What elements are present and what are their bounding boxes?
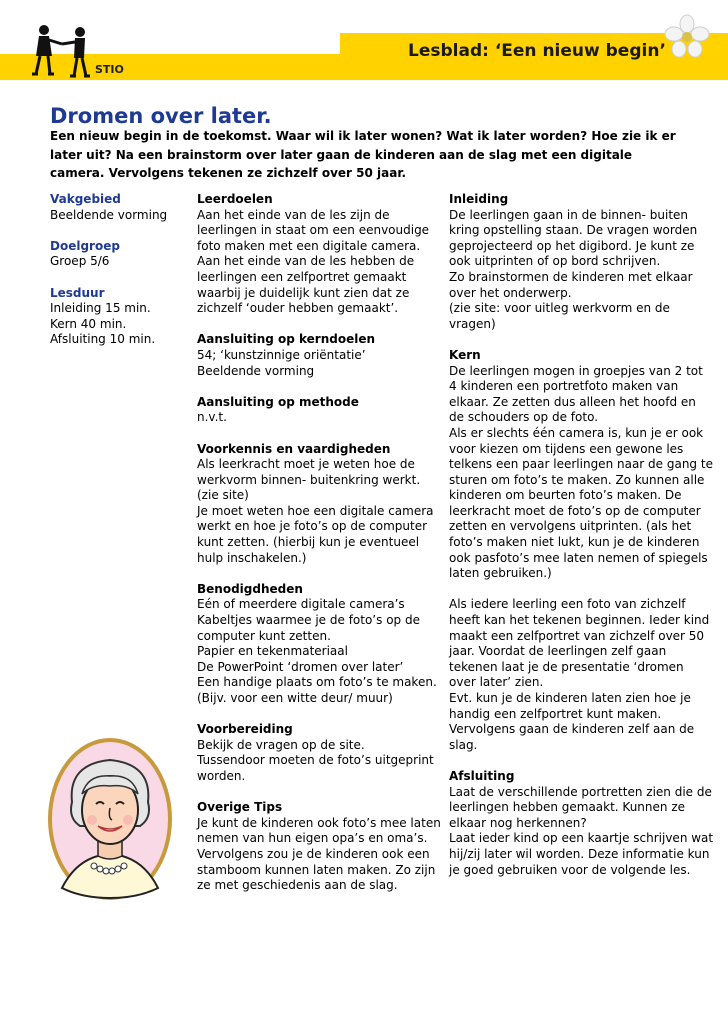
leerdoelen-text: Aan het einde van de les hebben de leerlingen een zelfportret gemaakt waarbij je duidelijk kunt zien dat ze zichzelf ‘ouder hebben gemaakt’. (197, 254, 415, 316)
benodigdheden-item: Eén of meerdere digitale camera’s (197, 597, 405, 612)
lesduur-item: Inleiding 15 min. (50, 301, 151, 316)
page-title: Dromen over later. (50, 104, 272, 128)
lesduur-item: Afsluiting 10 min. (50, 332, 156, 347)
voorkennis-heading: Voorkennis en vaardigheden (197, 441, 391, 456)
lesduur-heading: Lesduur (50, 285, 105, 300)
inleiding-text: (zie site: voor uitleg werkvorm en de vragen) (449, 301, 670, 331)
voorkennis-text: Als leerkracht moet je weten hoe de werkvorm binnen- buitenkring werkt. (zie site) (197, 457, 421, 503)
voorbereiding-heading: Voorbereiding (197, 722, 293, 737)
kerndoelen-heading: Aansluiting op kerndoelen (197, 332, 376, 347)
grandmother-portrait-icon (48, 738, 172, 900)
flower-icon (664, 14, 710, 60)
lesduur-item: Kern 40 min. (50, 316, 127, 331)
brand-label: STIO (95, 63, 124, 76)
inleiding-text: De leerlingen gaan in de binnen- buiten kring opstelling staan. De vragen worden geprojecteerd op het digibord. Je kunt ze ook uitprinten of op bord schrijven. (449, 207, 698, 269)
vakgebied-heading: Vakgebied (50, 192, 121, 206)
benodigdheden-item: Een handige plaats om foto’s te maken. (Bijv. voor een witte deur/ muur) (197, 675, 437, 705)
benodigdheden-heading: Benodigdheden (197, 581, 303, 596)
afsluiting-heading: Afsluiting (449, 768, 515, 783)
methode-text: n.v.t. (197, 410, 227, 425)
leerdoelen-heading: Leerdoelen (197, 192, 273, 206)
benodigdheden-item: De PowerPoint ‘dromen over later’ (197, 659, 404, 674)
inleiding-heading: Inleiding (449, 192, 509, 206)
methode-heading: Aansluiting op methode (197, 394, 359, 409)
afsluiting-text: Laat de verschillende portretten zien die de leerlingen hebben gemaakt. Kunnen ze elkaar nog herkennen? (449, 784, 712, 830)
kern-text: De leerlingen mogen in groepjes van 2 tot 4 kinderen een portretfoto maken van elkaar. Ze zetten dus alleen het hoofd en de schouders op de foto. (449, 363, 703, 425)
right-column (449, 192, 714, 878)
voorkennis-text: Je moet weten hoe een digitale camera werkt en hoe je foto’s op de computer kunt zetten. (hierbij kun je eventueel hulp inschakelen.) (197, 503, 434, 565)
children-logo-icon (28, 22, 98, 84)
kern-text: Evt. kun je de kinderen laten zien hoe je handig een zelfportret kunt maken. (449, 691, 691, 721)
kerndoelen-item: 54; ‘kunstzinnige oriëntatie’ (197, 347, 366, 362)
voorbereiding-item: Tussendoor moeten de foto’s uitgeprint worden. (197, 753, 434, 783)
kern-text: Als iedere leerling een foto van zichzelf heeft kan het tekenen beginnen. Ieder kind maakt een zelfportret van zichzelf over 50 jaar. Voordat de leerlingen zelf gaan tekenen laat je de presentatie ‘dromen over later’ zien. (449, 597, 710, 690)
doelgroep-heading: Doelgroep (50, 238, 120, 253)
document-title: Lesblad: ‘Een nieuw begin’ (408, 41, 666, 61)
kern-text: Vervolgens gaan de kinderen zelf aan de slag. (449, 722, 695, 752)
kern-text: Als er slechts één camera is, kun je er ook voor kiezen om tijdens een gewone les telkens een paar leerlingen naar de gang te sturen om foto’s te maken. Zo kunnen alle kinderen om beurten foto’s maken. De leerkracht moet de foto’s op de computer zetten en vervolgens uitprinten. (als het foto’s maken niet lukt, kun je de kinderen ook pasfoto’s mee laten nemen of spiegels laten gebruiken.) (449, 425, 713, 581)
middle-column (197, 192, 442, 894)
leerdoelen-text: Aan het einde van de les zijn de leerlingen in staat om een eenvoudige foto maken met een digitale camera. (197, 207, 430, 253)
vakgebied-value: Beeldende vorming (50, 207, 168, 222)
tips-item: Vervolgens zou je de kinderen ook een stamboom kunnen laten maken. Zo zijn ze met geschiedenis aan de slag. (197, 846, 436, 893)
doelgroep-value: Groep 5/6 (50, 254, 110, 269)
benodigdheden-item: Papier en tekenmateriaal (197, 644, 348, 659)
afsluiting-text: Laat ieder kind op een kaartje schrijven wat hij/zij later wil worden. Deze informatie kun je goed gebruiken voor de volgende les. (449, 831, 714, 877)
tips-item: Je kunt de kinderen ook foto’s mee laten nemen van hun eigen opa’s en oma’s. (197, 815, 441, 846)
voorbereiding-item: Bekijk de vragen op de site. (197, 737, 365, 752)
kern-heading: Kern (449, 347, 481, 362)
inleiding-text: Zo brainstormen de kinderen met elkaar over het onderwerp. (449, 269, 693, 300)
intro-text: Een nieuw begin in de toekomst. Waar wil ik later wonen? Wat ik later worden? Hoe zie ik er later uit? Na een brainstorm over later gaan de kinderen aan de slag met een digitale camera. Vervolgens tekenen ze zichzelf over 50 jaar. (50, 129, 676, 180)
tips-heading: Overige Tips (197, 800, 283, 815)
benodigdheden-item: Kabeltjes waarmee je de foto’s op de computer kunt zetten. (197, 613, 420, 643)
kerndoelen-item: Beeldende vorming (197, 363, 315, 378)
meta-column (50, 192, 185, 348)
